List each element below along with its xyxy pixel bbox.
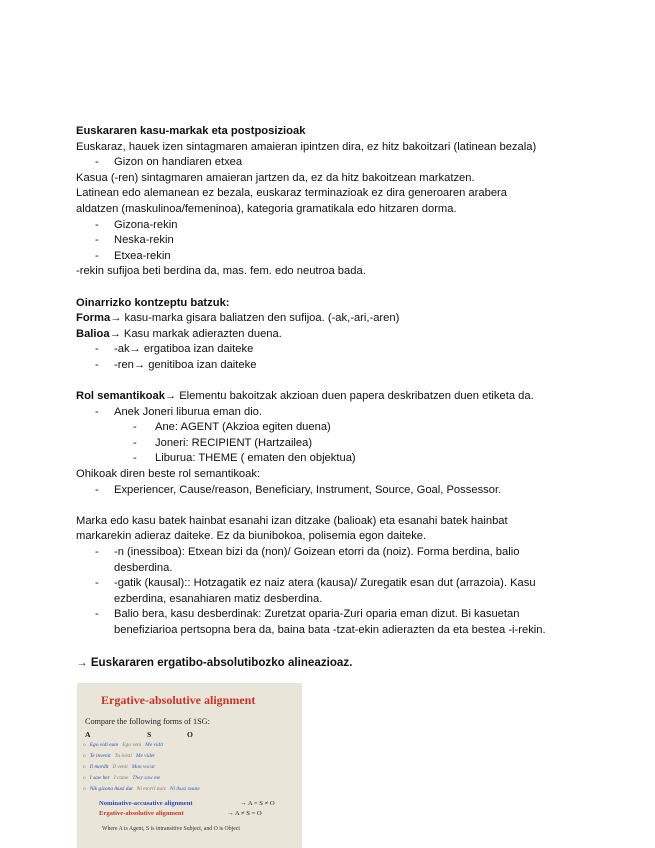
list-item: - Balio bera, kasu desberdinak: Zuretzat oparia-Zuri oparia eman dizut. Bi kasuetan benefiziarioa pertsopna bera da, baina bata -tzat-ekin adierazten da eta bestea -i-rekin. (76, 607, 636, 638)
figure-note: Where A is Agent, S is intransitive Subject, and O is Object (102, 826, 240, 832)
definition-balioa (76, 327, 636, 343)
column-o: O (187, 730, 193, 739)
figure-example-row: o Te invenit Tu ivisti Me videt (83, 753, 155, 759)
definition-semantic-roles (76, 389, 636, 405)
paragraph: -rekin sufijoa beti berdina da, mas. fem. edo neutroa bada. (76, 265, 366, 278)
figure-example-row: o Il mordit Il venit Mon vocat (83, 764, 155, 770)
list-item: - Neska-rekin (76, 233, 636, 249)
paragraph: Ohikoak diren beste rol semantikoak: (76, 468, 261, 481)
document-body (76, 124, 636, 671)
figure-example-row: o Ego vidi eum Ego veni Me vidit (83, 742, 164, 748)
ergative-absolutive-formula: → A ≠ S = O (227, 810, 262, 817)
figure-example-row: o Nik gizona ikusi dut Ni etorri naiz Ni ikusi naute (83, 786, 200, 792)
paragraph: Marka edo kasu batek hainbat esanahi izan ditzake (balioak) eta esanahi batek hainbat (76, 514, 508, 527)
list-item: - Anek Joneri liburua eman dio. (76, 405, 636, 421)
section-title-case-markers: Euskararen kasu-markak eta postposizioak (76, 125, 306, 137)
column-s: S (147, 730, 152, 739)
column-a: A (85, 730, 91, 739)
definition: → Kasu markak adierazten duena. (109, 327, 282, 340)
paragraph: Kasua (-ren) sintagmaren amaieran jartzen da, ez da hitz bakoitzean markatzen. (76, 171, 475, 184)
nominative-accusative-label: Nominative-accusative alignment (99, 800, 193, 807)
section-title-basic-concepts: Oinarrizko kontzeptu batzuk: (76, 296, 230, 309)
term: Forma (76, 312, 111, 325)
figure-example-row: o I saw her I came They saw me (83, 775, 161, 781)
paragraph: aldatzen (maskulinoa/femeninoa), kategoria gramatikala edo hitzaren dorma. (76, 202, 457, 215)
list-item: - Experiencer, Cause/reason, Beneficiary, Instrument, Source, Goal, Possessor. (76, 483, 636, 499)
list-item: - Gizon on handiaren etxea (76, 155, 636, 171)
list-item: - -n (inessiboa): Etxean bizi da (non)/ Goizean etorri da (noiz). Forma berdina, balio desberdina. (76, 545, 636, 576)
paragraph: Euskaraz, hauek izen sintagmaren amaieran ipintzen dira, ez hitz bakoitzari (latinean bezala) (76, 140, 537, 153)
sub-list-item: - Joneri: RECIPIENT (Hartzailea) (76, 436, 636, 452)
paragraph: Latinean edo alemanean ez bezala, euskaraz terminazioak ez dira generoaren arabera (76, 187, 507, 200)
term: Balioa (76, 327, 110, 340)
sub-list-item: - Liburua: THEME ( ematen den objektua) (76, 451, 636, 467)
nominative-accusative-formula: → A = S ≠ O (240, 800, 275, 807)
list-item: - -gatik (kausal):: Hotzagatik ez naiz atera (kausa)/ Zuregatik esan dut (arrazoia). Kasu ezberdina, esanahiaren matiz desberdina. (76, 576, 636, 607)
section-heading-ergative: → Euskararen ergatibo-absolutibozko alineazioaz. (76, 656, 353, 670)
list-item: - Etxea-rekin (76, 249, 636, 265)
term: Rol semantikoak (76, 390, 165, 403)
figure-compare-text: Compare the following forms of 1SG: (85, 717, 210, 726)
paragraph: markarekin adieraz daiteke. Ez da biunibokoa, polisemia egon daiteke. (76, 530, 427, 543)
definition: → kasu-marka gisara baliatzen den sufijoa. (-ak,-ari,-aren) (110, 312, 400, 325)
list-item: - -ren→ genitiboa izan daiteke (76, 358, 636, 374)
ergative-absolutive-label: Ergative-absolutive alignment (99, 810, 184, 817)
figure-title: Ergative-absolutive alignment (101, 693, 256, 707)
ergative-alignment-figure (77, 683, 302, 848)
list-item: - -ak→ ergatiboa izan daiteke (76, 342, 636, 358)
definition-forma (76, 311, 636, 327)
sub-list-item: - Ane: AGENT (Akzioa egiten duena) (76, 420, 636, 436)
list-item: - Gizona-rekin (76, 218, 636, 234)
definition: → Elementu bakoitzak akzioan duen papera deskribatzen duen etiketa da. (164, 390, 534, 403)
